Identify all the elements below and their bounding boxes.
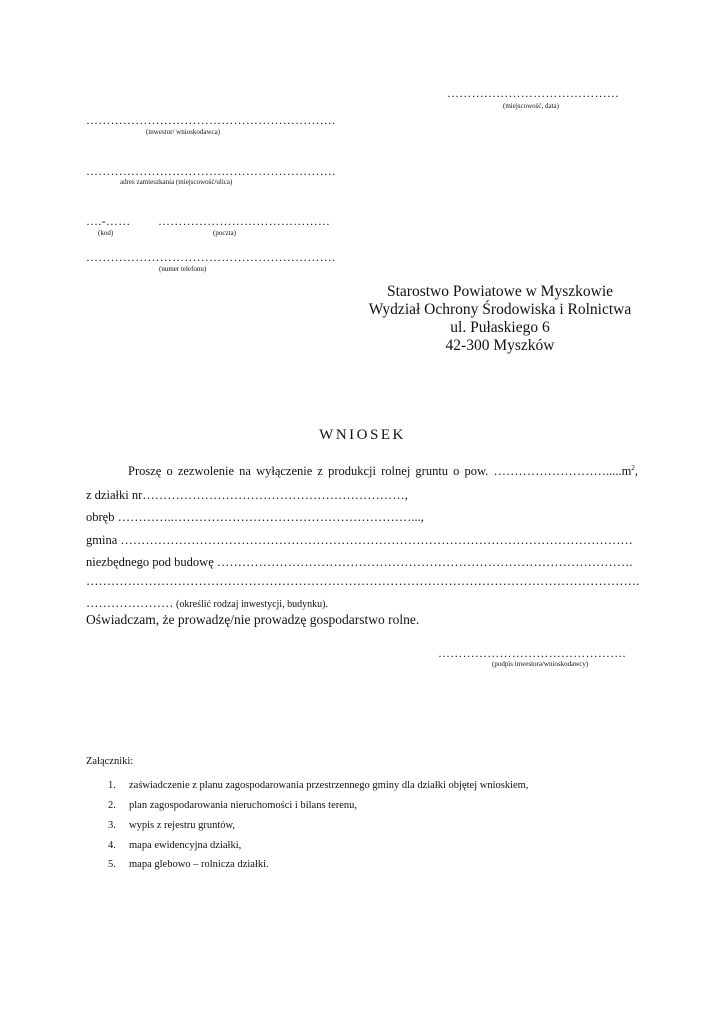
signature-field[interactable]: ………………………………………. bbox=[438, 646, 626, 660]
attachment-number: 2. bbox=[108, 800, 116, 811]
attachment-text: plan zagospodarowania nieruchomości i bilans terenu, bbox=[129, 800, 358, 811]
place-date-caption: (miejscowość, data) bbox=[503, 102, 559, 110]
postal-code-field[interactable]: ….-…… bbox=[86, 214, 131, 228]
recipient-city: 42-300 Myszków bbox=[445, 337, 555, 354]
recipient-department: Wydział Ochrony Środowiska i Rolnictwa bbox=[368, 301, 632, 318]
recipient-office: Starostwo Powiatowe w Myszkowie bbox=[386, 283, 614, 300]
area-request-text: Proszę o zezwolenie na wyłączenie z produkcji rolnej gruntu o pow. ……………………….....m bbox=[128, 464, 632, 478]
commune-field[interactable]: gmina …………………………………………………………………………………………………………… bbox=[86, 533, 633, 547]
attachment-item bbox=[108, 800, 357, 811]
attachment-item bbox=[108, 840, 241, 851]
post-office-field[interactable]: …………………………………… bbox=[158, 214, 331, 228]
phone-caption: (numer telefonu) bbox=[159, 265, 207, 273]
investor-caption: (inwestor/ wnioskodawca) bbox=[146, 128, 221, 136]
purpose-note-line bbox=[86, 596, 328, 611]
signature-caption: (podpis inwestora/wnioskodawcy) bbox=[492, 660, 589, 668]
attachment-text: zaświadczenie z planu zagospodarowania przestrzennego gminy dla działki objętej wnioskiem, bbox=[129, 780, 529, 791]
place-date-field[interactable]: …………………………………… bbox=[447, 86, 620, 100]
address-field[interactable]: ……………………………………………………. bbox=[86, 164, 336, 178]
area-request-end: , bbox=[634, 464, 638, 478]
post-office-caption: (poczta) bbox=[213, 229, 236, 237]
precinct-field[interactable]: obręb …………..…………………………………………………..., bbox=[86, 510, 424, 524]
area-request-line bbox=[128, 464, 638, 479]
recipient-street: ul. Pułaskiego 6 bbox=[450, 319, 550, 336]
attachment-item bbox=[108, 820, 235, 831]
postal-code-caption: (kod) bbox=[98, 229, 114, 237]
investor-field[interactable]: ……………………………………………………. bbox=[86, 113, 336, 127]
recipient-block bbox=[360, 283, 640, 355]
attachment-item bbox=[108, 859, 269, 870]
attachment-item bbox=[108, 780, 528, 791]
purpose-short-field[interactable]: ………………… bbox=[86, 596, 174, 610]
farm-declaration: Oświadczam, że prowadzę/nie prowadzę gospodarstwo rolne. bbox=[86, 612, 420, 627]
attachment-number: 5. bbox=[108, 859, 116, 870]
attachment-text: mapa glebowo – rolnicza działki. bbox=[129, 859, 269, 870]
area-unit-superscript: 2 bbox=[631, 464, 635, 472]
plot-number-field[interactable]: z działki nr………………………………………………………, bbox=[86, 488, 408, 502]
attachment-text: wypis z rejestru gruntów, bbox=[129, 820, 236, 831]
attachment-number: 3. bbox=[108, 820, 116, 831]
attachment-text: mapa ewidencyjna działki, bbox=[129, 840, 242, 851]
attachments-heading: Załączniki: bbox=[86, 756, 134, 767]
phone-field[interactable]: ……………………………………………………. bbox=[86, 250, 336, 264]
attachment-number: 1. bbox=[108, 780, 116, 791]
purpose-field[interactable]: niezbędnego pod budowę ………………………………………………………………………………………. bbox=[86, 555, 633, 569]
attachment-number: 4. bbox=[108, 840, 116, 851]
document-title: WNIOSEK bbox=[319, 427, 406, 443]
address-caption: adres zamieszkania (miejscowość/ulica) bbox=[120, 178, 233, 186]
purpose-continuation-field[interactable]: ……………………………………………………………………………………………………………………. bbox=[86, 574, 640, 588]
purpose-note: (określić rodzaj inwestycji, budynku). bbox=[176, 599, 328, 610]
